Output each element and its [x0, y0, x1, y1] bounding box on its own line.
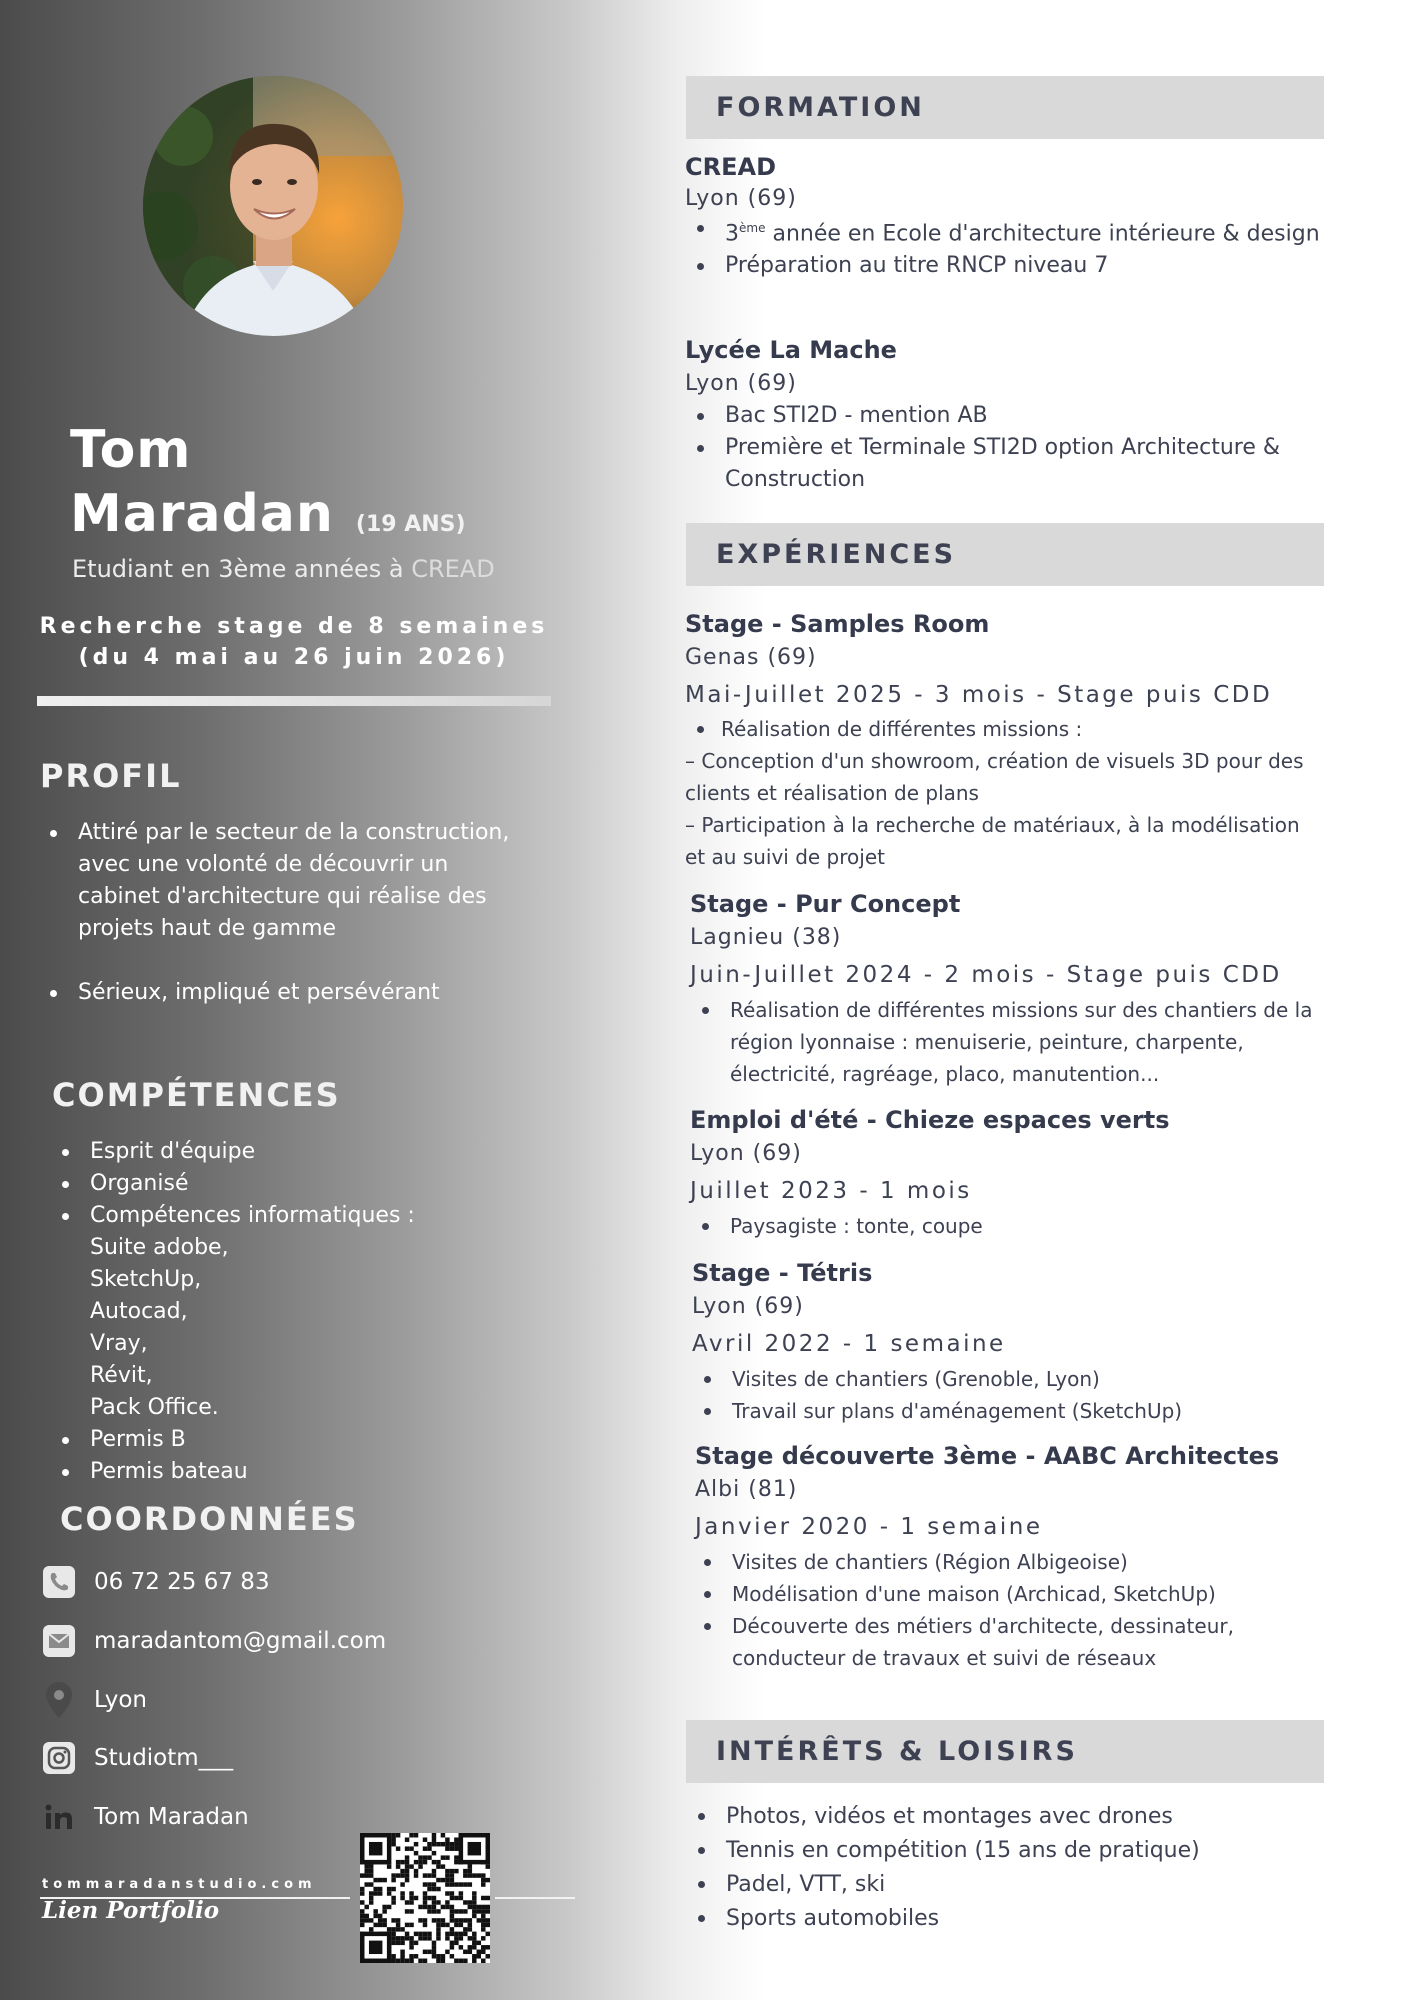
experiences-heading-bar [686, 523, 1324, 586]
contact-phone[interactable] [42, 1565, 270, 1599]
experience-list [692, 1546, 1302, 1674]
list-item: Travail sur plans d'aménagement (SketchUp) [692, 1395, 1332, 1427]
experience-location: Albi (81) [695, 1477, 798, 1502]
list-item: Découverte des métiers d'architecte, dessinateur, conducteur de travaux et suivi de réseaux [692, 1610, 1302, 1674]
experience-dates: Mai-Juillet 2025 - 3 mois - Stage puis CDD [685, 682, 1273, 708]
experience-location: Lagnieu (38) [690, 925, 842, 950]
mail-icon [42, 1624, 76, 1658]
formation-location: Lyon (69) [685, 371, 797, 396]
location-pin-icon [42, 1683, 76, 1717]
linkedin-icon [42, 1800, 76, 1834]
formation-heading: FORMATION [716, 92, 925, 123]
list-item: Première et Terminale STI2D option Architecture & Construction [685, 432, 1325, 496]
list-item: Visites de chantiers (Région Albigeoise) [692, 1546, 1302, 1578]
internship-search-line2: (du 4 mai au 26 juin 2026) [78, 645, 510, 670]
list-item: Autocad, [90, 1299, 188, 1324]
experience-list [685, 713, 1325, 745]
experience-dates: Avril 2022 - 1 semaine [692, 1331, 1006, 1357]
subtitle-text: Etudiant en 3ème années à [72, 555, 412, 583]
list-item: Compétences informatiques : [52, 1200, 492, 1232]
list-item: SketchUp, [90, 1267, 202, 1292]
city: Lyon [94, 1687, 147, 1713]
experience-title: Stage - Tétris [692, 1259, 873, 1287]
divider [37, 696, 551, 706]
experience-line: – Participation à la recherche de matériaux, à la modélisation et au suivi de projet [685, 813, 1300, 869]
list-item: Sérieux, impliqué et persévérant [40, 977, 510, 1009]
list-item: Padel, VTT, ski [686, 1868, 1326, 1902]
linkedin-name: Tom Maradan [94, 1804, 249, 1830]
instagram-handle: Studiotm___ [94, 1745, 234, 1771]
ordinal-suffix: ème [739, 221, 766, 235]
list-item: Paysagiste : tonte, coupe [690, 1210, 1330, 1242]
experience-location: Lyon (69) [690, 1141, 802, 1166]
experience-dates: Juillet 2023 - 1 mois [690, 1178, 972, 1204]
interets-list [686, 1800, 1326, 1936]
list-item: Suite adobe, [90, 1235, 229, 1260]
contact-city [42, 1683, 147, 1717]
experience-title: Stage découverte 3ème - AABC Architectes [695, 1442, 1280, 1470]
list-item: Attiré par le secteur de la construction, avec une volonté de découvrir un cabinet d'architecture qui réalise des projets haut de gamme [40, 817, 510, 945]
formation-location: Lyon (69) [685, 186, 797, 211]
list-item: Vray, [90, 1331, 148, 1356]
item-text: année en Ecole d'architecture intérieure & design [765, 221, 1320, 247]
email-address: maradantom@gmail.com [94, 1628, 387, 1654]
list-item: Pack Office. [90, 1395, 219, 1420]
experience-list [692, 1363, 1332, 1427]
portfolio-link[interactable]: Lien Portfolio [42, 1897, 220, 1924]
list-item: Esprit d'équipe [52, 1136, 492, 1168]
list-item: Tennis en compétition (15 ans de pratique) [686, 1834, 1326, 1868]
experience-title: Stage - Pur Concept [690, 890, 961, 918]
contact-linkedin[interactable] [42, 1800, 249, 1834]
experiences-heading: EXPÉRIENCES [716, 539, 957, 570]
formation-list [685, 212, 1325, 282]
subtitle [72, 555, 495, 583]
last-name-row [70, 484, 466, 544]
list-item [685, 212, 1325, 250]
age: (19 ANS) [355, 512, 466, 537]
experience-title: Stage - Samples Room [685, 610, 990, 638]
list-item: Modélisation d'une maison (Archicad, SketchUp) [692, 1578, 1302, 1610]
experience-title: Emploi d'été - Chieze espaces verts [690, 1106, 1170, 1134]
formation-heading-bar [686, 76, 1324, 139]
instagram-icon [42, 1741, 76, 1775]
formation-title: Lycée La Mache [685, 336, 897, 364]
formation-title: CREAD [685, 153, 776, 181]
list-item: Sports automobiles [686, 1902, 1326, 1936]
list-item: Révit, [90, 1363, 153, 1388]
experience-list [690, 994, 1330, 1090]
coordonnees-heading: COORDONNÉES [60, 1500, 359, 1538]
experience-dates: Juin-Juillet 2024 - 2 mois - Stage puis CDD [690, 962, 1282, 988]
experience-dates: Janvier 2020 - 1 semaine [695, 1514, 1043, 1540]
phone-number: 06 72 25 67 83 [94, 1569, 270, 1595]
internship-search [37, 611, 551, 673]
list-item: Organisé [52, 1168, 492, 1200]
list-item: Réalisation de différentes missions sur des chantiers de la région lyonnaise : menuiserie, peinture, charpente, électricité, ragréage, placo, manutention... [690, 994, 1330, 1090]
phone-icon [42, 1565, 76, 1599]
subtitle-school: CREAD [411, 555, 495, 583]
experience-list [690, 1210, 1330, 1242]
list-item: Visites de chantiers (Grenoble, Lyon) [692, 1363, 1332, 1395]
profile-photo [143, 76, 403, 336]
portfolio-qr-code[interactable] [360, 1833, 490, 1963]
first-name: Tom [70, 420, 192, 480]
list-item: Permis B [52, 1424, 492, 1456]
interets-heading-bar [686, 1720, 1324, 1783]
list-item: Photos, vidéos et montages avec drones [686, 1800, 1326, 1834]
last-name: Maradan [70, 484, 334, 544]
experience-details [685, 713, 1325, 873]
list-item: Préparation au titre RNCP niveau 7 [685, 250, 1325, 282]
profil-list [40, 817, 510, 1009]
portfolio-underline-right [495, 1897, 575, 1899]
contact-email[interactable] [42, 1624, 386, 1658]
portfolio-site[interactable]: tommaradanstudio.com [42, 1877, 317, 1892]
experience-line: – Conception d'un showroom, création de visuels 3D pour des clients et réalisation de plans [685, 749, 1304, 805]
competences-heading: COMPÉTENCES [52, 1076, 341, 1114]
experience-location: Lyon (69) [692, 1294, 804, 1319]
list-item: Permis bateau [52, 1456, 492, 1488]
internship-search-line1: Recherche stage de 8 semaines [39, 614, 549, 639]
list-item: Bac STI2D - mention AB [685, 400, 1325, 432]
competences-list [52, 1136, 492, 1488]
interets-heading: INTÉRÊTS & LOISIRS [716, 1736, 1078, 1767]
experience-location: Genas (69) [685, 645, 817, 670]
ordinal-number: 3 [725, 221, 739, 247]
list-item: Réalisation de différentes missions : [685, 713, 1325, 745]
profil-heading: PROFIL [40, 757, 182, 795]
contact-instagram[interactable] [42, 1741, 233, 1775]
formation-list [685, 400, 1325, 496]
